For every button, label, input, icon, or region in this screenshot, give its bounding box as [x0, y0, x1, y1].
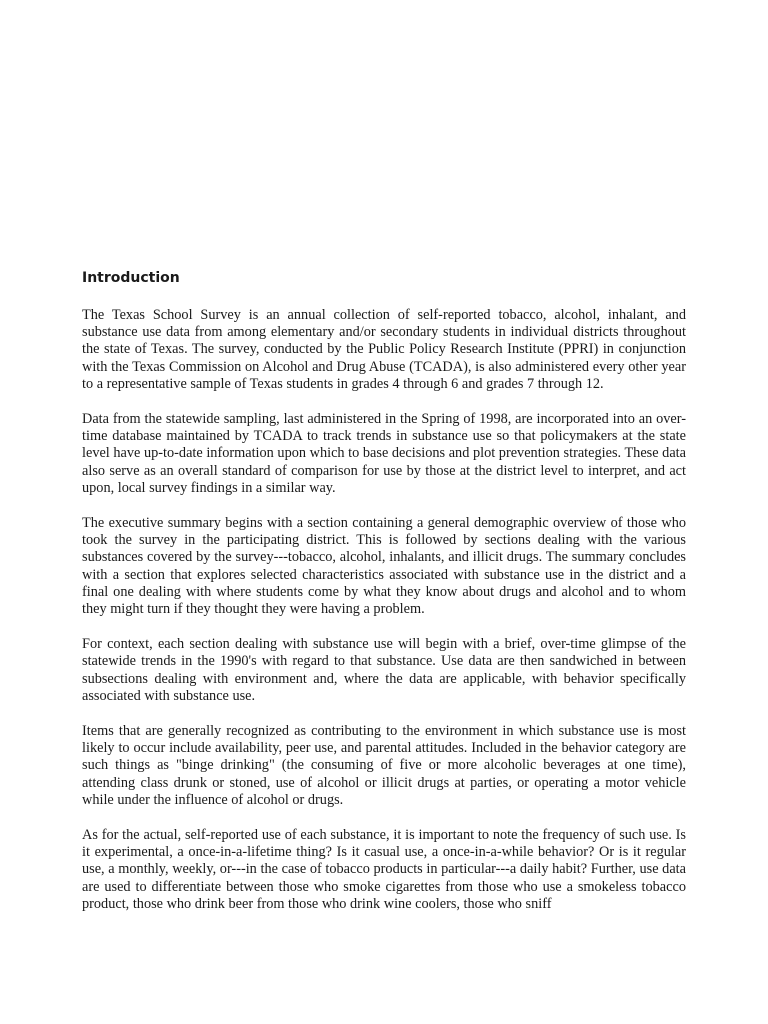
- paragraph-3: The executive summary begins with a section containing a general demographic overview of those who took the survey in the participating district. This is followed by sections dealing with the various substances covered by the survey---tobacco, alcohol, inhalants, and illicit drugs. The summary concludes with a section that explores selected characteristics associated with substance use in the district and a final one dealing with where students come by what they know about drugs and alcohol and to whom they might turn if they thought they were having a problem.: [82, 515, 686, 618]
- paragraph-1: The Texas School Survey is an annual collection of self-reported tobacco, alcohol, inhalant, and substance use data from among elementary and/or secondary students in individual districts throughout the state of Texas. The survey, conducted by the Public Policy Research Institute (PPRI) in conjunction with the Texas Commission on Alcohol and Drug Abuse (TCADA), is also administered every other year to a representative sample of Texas students in grades 4 through 6 and grades 7 through 12.: [82, 307, 686, 392]
- document-body: [82, 270, 686, 913]
- paragraph-5: Items that are generally recognized as contributing to the environment in which substance use is most likely to occur include availability, peer use, and parental attitudes. Included in the behavior category are such things as "binge drinking" (the consuming of five or more alcoholic beverages at one time), attending class drunk or stoned, use of alcohol or illicit drugs at parties, or operating a motor vehicle while under the influence of alcohol or drugs.: [82, 723, 686, 808]
- paragraph-2: Data from the statewide sampling, last administered in the Spring of 1998, are incorporated into an over-time database maintained by TCADA to track trends in substance use so that policymakers at the state level have up-to-date information upon which to base decisions and plot prevention strategies. These data also serve as an overall standard of comparison for use by those at the district level to interpret, and act upon, local survey findings in a similar way.: [82, 411, 686, 496]
- section-heading: Introduction: [82, 270, 180, 286]
- paragraph-4: For context, each section dealing with substance use will begin with a brief, over-time glimpse of the statewide trends in the 1990's with regard to that substance. Use data are then sandwiched in between subsections dealing with environment and, where the data are applicable, with behavior specifically associated with substance use.: [82, 636, 686, 704]
- paragraph-6: As for the actual, self-reported use of each substance, it is important to note the frequency of such use. Is it experimental, a once-in-a-lifetime thing? Is it casual use, a once-in-a-while behavior? Or is it regular use, a monthly, weekly, or---in the case of tobacco products in particular---a daily habit? Further, use data are used to differentiate between those who smoke cigarettes from those who use a smokeless tobacco product, those who drink beer from those who drink wine coolers, those who sniff: [82, 827, 686, 912]
